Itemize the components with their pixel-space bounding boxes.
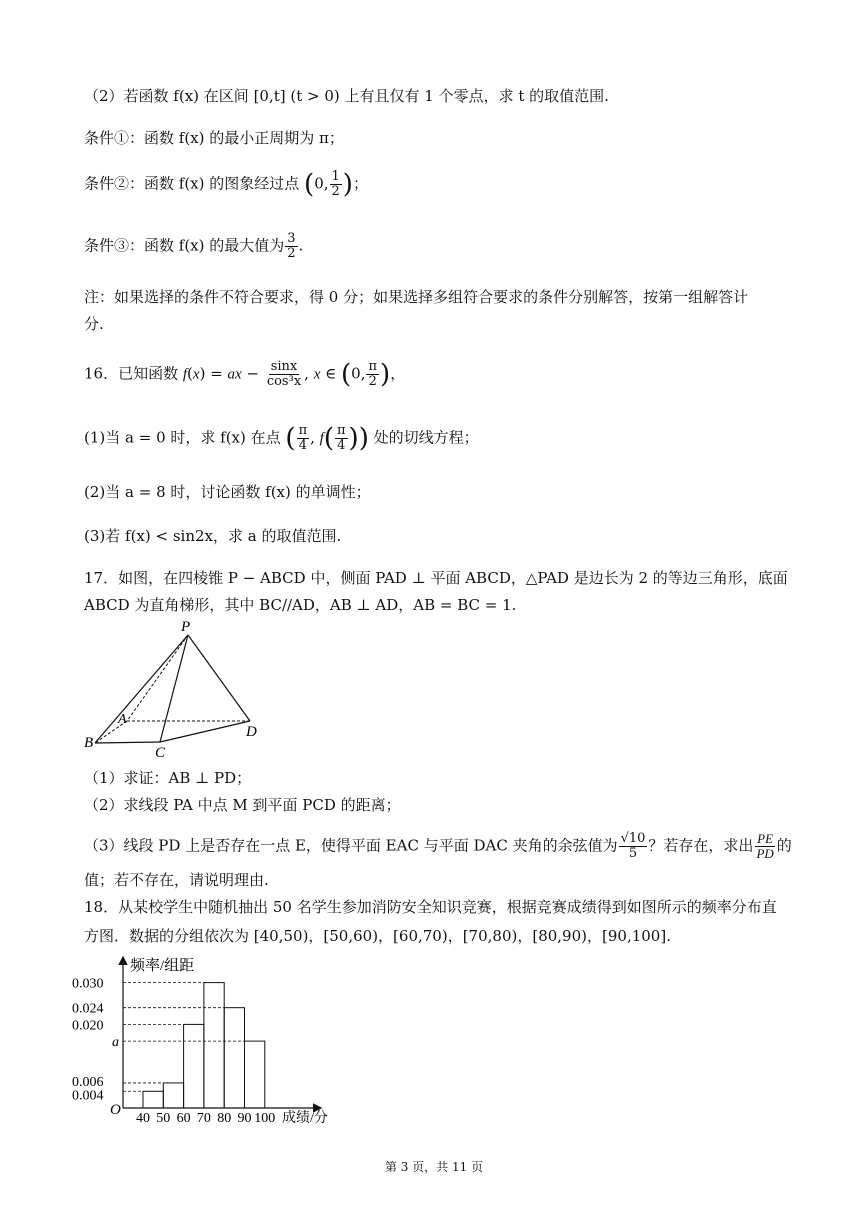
note-line-2: 分. [84,315,104,333]
q16-stem: 16．已知函数 f(x) = ax − $\frac{\sin x}{\text{cos³x}}$ , x ∈ (0, $\frac{\pi}{2}$ )， [84,359,406,390]
q16-part2: (2)当 a = 8 时，讨论函数 f(x) 的单调性； [84,483,371,501]
histogram-bar [184,1024,204,1108]
condition-2: 条件②：函数 f(x) 的图象经过点 (0, $\frac{1}{2}$ )； [84,169,368,200]
q16-stem-text: 16．已知函数 [84,364,179,383]
q17-part3 [84,832,792,861]
y-tick-label: 0.030 [72,976,104,992]
q17-line-1: 17．如图，在四棱锥 P − ABCD 中，侧面 PAD ⊥ 平面 ABCD，△PAD 是边长为 2 的等边三角形，底面 [84,569,788,587]
condition-3: 条件③：函数 f(x) 的最大值为 $\frac{3}{2}$ . [84,231,304,261]
condition-2-text: 条件②：函数 f(x) 的图象经过点 [84,174,300,193]
histogram-bar [245,1041,265,1108]
label-d: D [246,724,257,740]
max-value-fraction: $\frac{3}{2}$ [287,231,296,261]
point-y-fraction: $\frac{1}{2}$ [331,169,340,199]
condition-1: 条件①：函数 f(x) 的最小正周期为 π； [84,129,344,147]
y-tick-label: 0.006 [72,1074,104,1090]
q17-part2: （2）求线段 PA 中点 M 到平面 PCD 的距离； [84,796,401,814]
x-tick-label: 80 [217,1111,232,1126]
label-c: C [155,745,166,761]
histogram-bar [163,1083,183,1108]
x-tick-label: 90 [237,1111,252,1126]
pyramid-figure [80,615,270,765]
q18-line-1: 18．从某校学生中随机抽出 50 名学生参加消防安全知识竞赛，根据竞赛成绩得到如图所示的频率分布直 [84,898,777,916]
x-tick-label: 60 [176,1111,191,1126]
y-tick-label: a [112,1035,119,1051]
histogram-bar [143,1091,163,1108]
histogram-bar [224,1008,244,1108]
cosine-fraction: $\frac{√10}{5}$ [620,831,646,861]
x-tick-label: 70 [196,1111,211,1126]
x-tick-label: 100 [254,1111,276,1126]
label-p: P [181,619,191,635]
q17-part3-post: 的 [776,836,792,855]
page-footer: 第 3 页，共 11 页 [384,1160,484,1174]
label-a: A [118,712,127,727]
origin-label: O [110,1102,121,1118]
q17-part3-text: （3）线段 PD 上是否存在一点 E，使得平面 EAC 与平面 DAC 夹角的余弦值为 [84,836,618,855]
q17-part3-mid: ？若存在，求出 [648,836,754,855]
pe-pd-fraction: $\frac{PE}{PD}$ [756,831,774,861]
q15-part2: （2）若函数 f(x) 在区间 [0,t] (t > 0) 上有且仅有 1 个零点，求 t 的取值范围. [84,87,609,105]
q17-line-2: ABCD 为直角梯形，其中 BC//AD，AB ⊥ AD，AB = BC = 1. [84,596,517,614]
frequency-histogram [70,950,370,1130]
y-tick-label: 0.024 [72,1001,104,1017]
y-tick-label: 0.004 [72,1088,104,1104]
q17-part3-line2: 值；若不存在，请说明理由. [84,871,269,889]
x-axis-label: 成绩/分 [282,1111,328,1126]
q16-fraction: $\frac{\sin x}{\text{cos³x}}$ [266,359,302,389]
x-tick-label: 40 [136,1111,150,1126]
q16-part1-text: (1)当 a = 0 时，求 f(x) 在点 [84,428,281,447]
y-axis-label: 频率/组距 [130,958,195,974]
note-line-1: 注：如果选择的条件不符合要求，得 0 分；如果选择多组符合要求的条件分别解答，按第一组解答计 [84,288,749,306]
q16-part3: (3)若 f(x) < sin2x，求 a 的取值范围. [84,527,342,545]
histogram-bar [204,983,224,1108]
label-b: B [84,735,94,751]
q18-line-2: 方图．数据的分组依次为 [40,50)，[50,60)，[60,70)，[70,80)，[80,90)，[90,100]. [84,927,671,945]
condition-3-text: 条件③：函数 f(x) 的最大值为 [84,236,285,255]
x-tick-label: 50 [156,1111,171,1126]
q16-part1-post: 处的切线方程； [373,428,479,447]
q16-part1: (1)当 a = 0 时，求 f(x) 在点 ( $\frac{\pi}{4}$ , f( $\frac{\pi}{4}$ )) 处的切线方程； [84,423,479,454]
y-tick-label: 0.020 [72,1018,104,1034]
q17-part1: （1）求证：AB ⊥ PD； [84,769,252,787]
